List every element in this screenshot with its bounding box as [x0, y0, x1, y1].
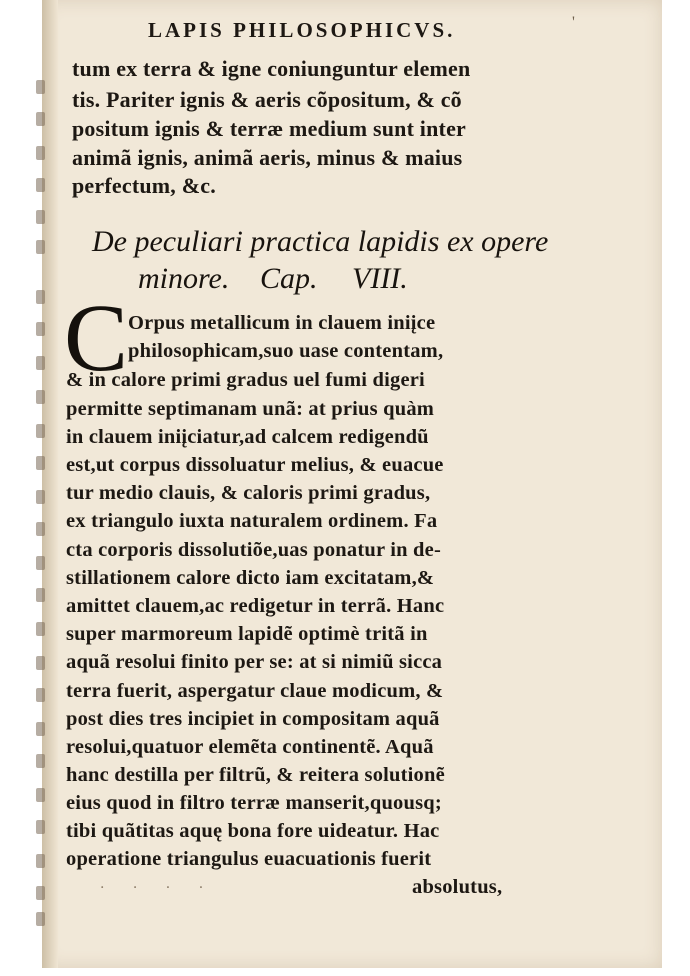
running-header: LAPIS PHILOSOPHICVS. — [148, 18, 456, 42]
text-line: perfectum, &c. — [72, 173, 216, 198]
text-line: eius quod in filtro terræ manserit,quousq; — [66, 792, 442, 814]
text-line: cta corporis dissolutiõe,uas ponatur in de- — [66, 539, 441, 561]
text-line: in clauem iniįciatur,ad calcem redigendũ — [66, 426, 429, 448]
text-line: positum ignis & terræ medium sunt inter — [72, 116, 467, 141]
text-line: amittet clauem,ac redigetur in terrã. Hanc — [66, 595, 445, 617]
text-line: Orpus metallicum in clauem iniįce — [128, 312, 436, 334]
text-line: aquã resolui finito per se: at si nimiũ sicca — [66, 651, 443, 673]
chapter-heading-line2: minore. — [138, 262, 230, 295]
text-line: super marmoreum lapidẽ optimè tritã in — [66, 623, 428, 645]
text-line: terra fuerit, aspergatur claue modicum, & — [66, 680, 444, 702]
text-line: operatione triangulus euacuationis fuerit — [66, 848, 432, 870]
text-line: tibi quãtitas aquę bona fore uideatur. Hac — [66, 820, 440, 842]
text-line: hanc destilla per filtrũ, & reitera solutionẽ — [66, 764, 445, 786]
text-line: post dies tres incipiet in compositam aquã — [66, 708, 440, 730]
text-line: permitte septimanam unã: at prius quàm — [66, 398, 435, 420]
text-line: animã ignis, animã aeris, minus & maius — [72, 145, 463, 170]
chapter-cap-label: Cap. — [260, 262, 318, 295]
text-line: philosophicam,suo uase contentam, — [128, 340, 444, 362]
text-line: tum ex terra & igne coniunguntur elemen — [72, 56, 471, 81]
facing-page-bleed — [36, 60, 56, 940]
text-line: est,ut corpus dissoluatur melius, & euacue — [66, 454, 444, 476]
ink-specks: · · · · — [100, 880, 216, 896]
text-line: resolui,quatuor elemẽta continentẽ. Aquã — [66, 736, 434, 758]
drop-capital: C — [64, 284, 129, 391]
text-line: ex triangulo iuxta naturalem ordinem. Fa — [66, 510, 438, 532]
chapter-heading-line1: De peculiari practica lapidis ex opere — [92, 225, 549, 258]
text-line: stillationem calore dicto iam excitatam,& — [66, 567, 435, 589]
catchword: absolutus, — [412, 876, 503, 898]
text-line: tis. Pariter ignis & aeris cõpositum, & cõ — [72, 87, 462, 112]
corner-mark: ' — [572, 14, 575, 31]
chapter-number: VIII. — [352, 262, 408, 295]
text-line: & in calore primi gradus uel fumi digeri — [66, 369, 425, 391]
text-line: tur medio clauis, & caloris primi gradus, — [66, 482, 431, 504]
